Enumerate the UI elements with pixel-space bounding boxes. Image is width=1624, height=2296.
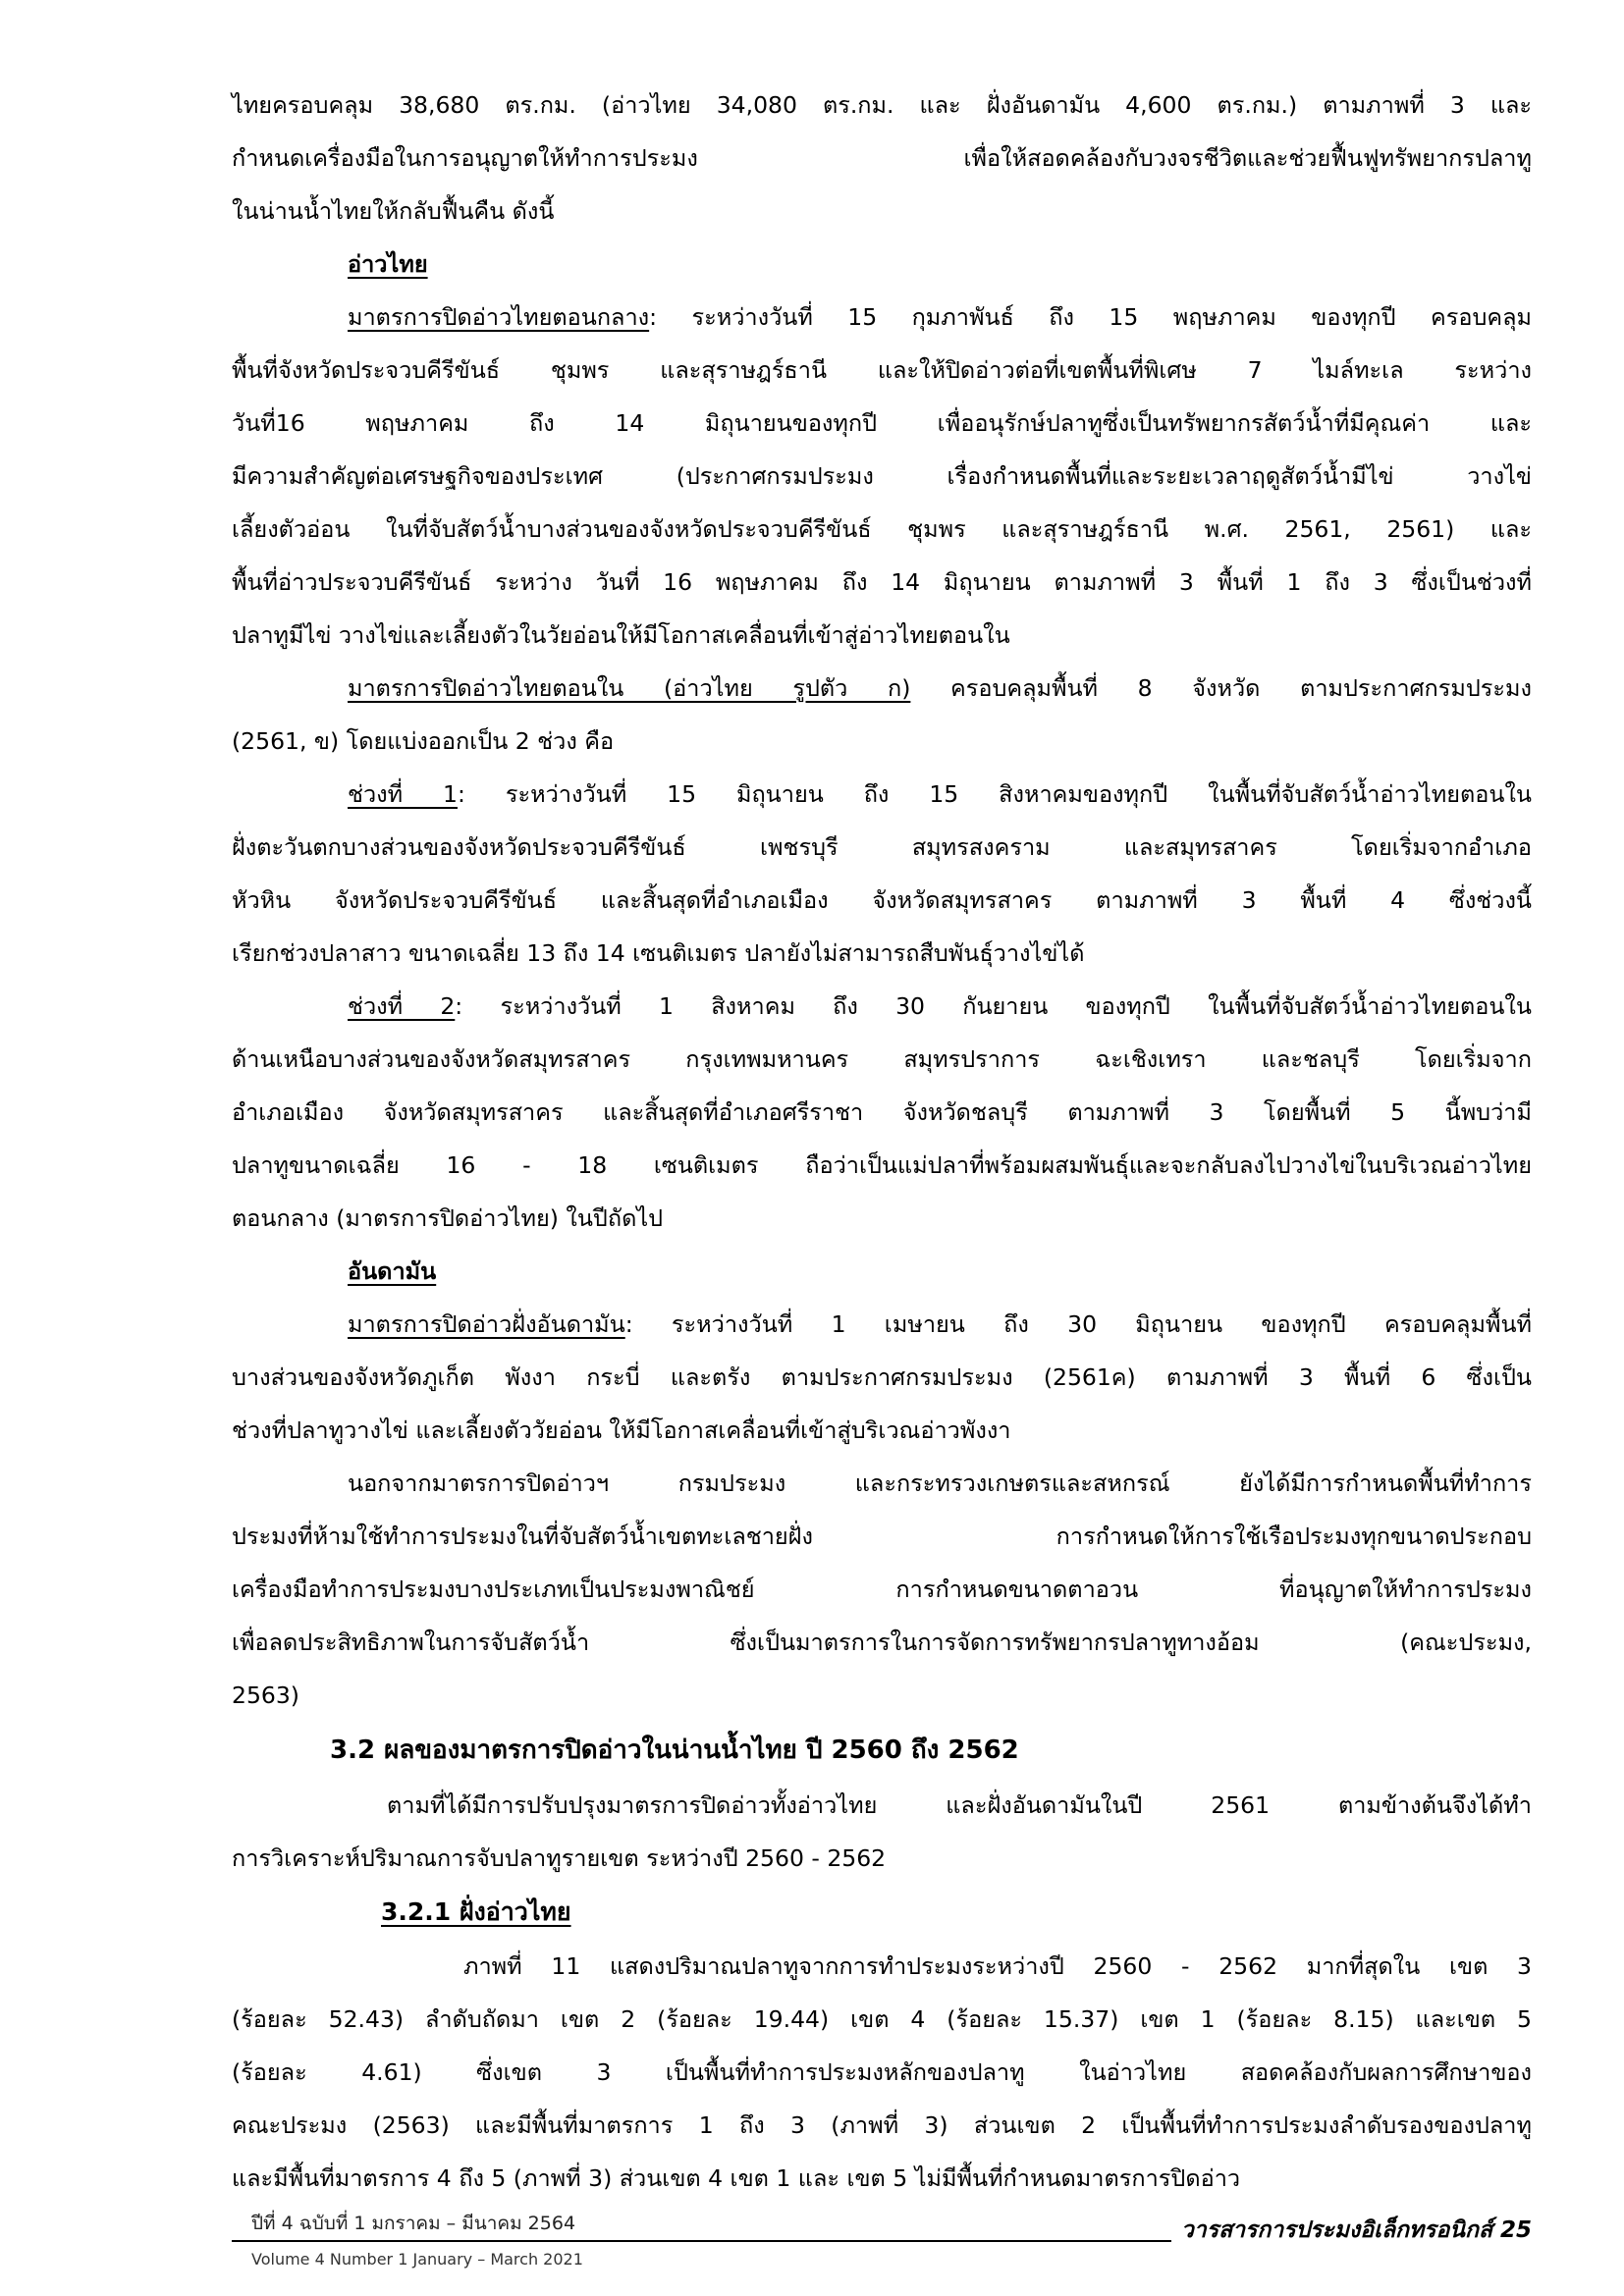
section-3-2-1-paragraph (232, 1940, 1532, 2205)
text-line: มาตรการปิดอ่าวไทยตอนกลาง: ระหว่างวันที่ 15 กุมภาพันธ์ ถึง 15 พฤษภาคม ของทุกปี ครอบคลุม (348, 303, 1532, 331)
text-line: และมีพื้นที่มาตรการ 4 ถึง 5 (ภาพที่ 3) ส่วนเขต 4 เขต 1 และ เขต 5 ไม่มีพื้นที่กำหนดมาตรการปิดอ่าว (232, 2164, 1241, 2192)
text-line: ช่วงที่ปลาทูวางไข่ และเลี้ยงตัววัยอ่อน ให้มีโอกาสเคลื่อนที่เข้าสู่บริเวณอ่าวพังงา (232, 1416, 1011, 1444)
text-line: ตามที่ได้มีการปรับปรุงมาตรการปิดอ่าวทั้งอ่าวไทย และฝั่งอันดามันในปี 2561 ตามข้างต้นจึงได้ทำ (387, 1791, 1532, 1819)
footer-issue-english: Volume 4 Number 1 January – March 2021 (251, 2250, 583, 2269)
page-footer (232, 2209, 1532, 2287)
text-line: หัวหิน จังหวัดประจวบคีรีขันธ์ และสิ้นสุดที่อำเภอเมือง จังหวัดสมุทรสาคร ตามภาพที่ 3 พื้นที่ 4 ซึ่งช่วงนี้ (232, 886, 1532, 914)
text-line: บางส่วนของจังหวัดภูเก็ต พังงา กระบี่ และตรัง ตามประกาศกรมประมง (2561ค) ตามภาพที่ 3 พื้นที่ 6 ซึ่งเป็น (232, 1363, 1532, 1391)
text-line: มีความสำคัญต่อเศรษฐกิจของประเทศ (ประกาศกรมประมง เรื่องกำหนดพื้นที่และระยะเวลาฤดูสัตว์น้ำมีไข่ วางไข่ (232, 462, 1532, 490)
text-line: ภาพที่ 11 แสดงปริมาณปลาทูจากการทำประมงระหว่างปี 2560 - 2562 มากที่สุดใน เขต 3 (463, 1952, 1532, 1980)
measure-label: มาตรการปิดอ่าวไทยตอนกลาง (348, 303, 650, 331)
text-line: 2563) (232, 1682, 299, 1709)
text-line: ด้านเหนือบางส่วนของจังหวัดสมุทรสาคร กรุงเทพมหานคร สมุทรปราการ ฉะเชิงเทรา และชลบุรี โดยเริ่มจาก (232, 1045, 1532, 1073)
text-line: อำเภอเมือง จังหวัดสมุทรสาคร และสิ้นสุดที่อำเภอศรีราชา จังหวัดชลบุรี ตามภาพที่ 3 โดยพื้นที่ 5 นี้พบว่ามี (232, 1098, 1532, 1126)
section-3-2-1-heading: 3.2.1 ฝั่งอ่าวไทย (381, 1897, 571, 1926)
text-line: กำหนดเครื่องมือในการอนุญาตให้ทำการประมง เพื่อให้สอดคล้องกับวงจรชีวิตและช่วยฟื้นฟูทรัพยากรปลาทู (232, 144, 1532, 172)
andaman-paragraph (232, 1298, 1532, 1457)
text-line: เรียกช่วงปลาสาว ขนาดเฉลี่ย 13 ถึง 14 เซนติเมตร ปลายังไม่สามารถสืบพันธุ์วางไข่ได้ (232, 939, 1085, 967)
section-3-2-heading: 3.2 ผลของมาตรการปิดอ่าวในน่านน้ำไทย ปี 2560 ถึง 2562 (330, 1735, 1019, 1765)
text-line: เลี้ยงตัวอ่อน ในที่จับสัตว์น้ำบางส่วนของจังหวัดประจวบคีรีขันธ์ ชุมพร และสุราษฎร์ธานี พ.ศ. 2561, 2561) และ (232, 515, 1532, 543)
inner-gulf-paragraph (232, 662, 1532, 768)
period-1-paragraph (232, 768, 1532, 980)
text-line: คณะประมง (2563) และมีพื้นที่มาตรการ 1 ถึง 3 (ภาพที่ 3) ส่วนเขต 2 เป็นพื้นที่ทำการประมงลำดับรองของปลาทู (232, 2111, 1532, 2139)
central-gulf-paragraph (232, 291, 1532, 662)
heading-andaman: อันดามัน (348, 1257, 437, 1285)
text-line: เครื่องมือทำการประมงบางประเภทเป็นประมงพาณิชย์ การกำหนดขนาดตาอวน ที่อนุญาตให้ทำการประมง (232, 1575, 1532, 1603)
footer-issue-thai: ปีที่ 4 ฉบับที่ 1 มกราคม – มีนาคม 2564 (251, 2213, 576, 2234)
measure-label: มาตรการปิดอ่าวฝั่งอันดามัน (348, 1310, 625, 1338)
footer-journal-page: วารสารการประมงอิเล็กทรอนิกส์ 25 (1171, 2213, 1532, 2248)
period-2-paragraph (232, 980, 1532, 1245)
text-line: การวิเคราะห์ปริมาณการจับปลาทูรายเขต ระหว่างปี 2560 - 2562 (232, 1844, 887, 1872)
text-line: นอกจากมาตรการปิดอ่าวฯ กรมประมง และกระทรวงเกษตรและสหกรณ์ ยังได้มีการกำหนดพื้นที่ทำการ (348, 1469, 1532, 1497)
measure-label: มาตรการปิดอ่าวไทยตอนใน (อ่าวไทย รูปตัว ก) (348, 674, 911, 702)
text-line: วันที่16 พฤษภาคม ถึง 14 มิถุนายนของทุกปี เพื่ออนุรักษ์ปลาทูซึ่งเป็นทรัพยากรสัตว์น้ำที่มีคุณค่า และ (232, 409, 1532, 437)
text-line: ปลาทูมีไข่ วางไข่และเลี้ยงตัวในวัยอ่อนให้มีโอกาสเคลื่อนที่เข้าสู่อ่าวไทยตอนใน (232, 621, 1010, 649)
text-line: พื้นที่อ่าวประจวบคีรีขันธ์ ระหว่าง วันที่ 16 พฤษภาคม ถึง 14 มิถุนายน ตามภาพที่ 3 พื้นที่ 1 ถึง 3 ซึ่งเป็นช่วงที่ (232, 568, 1532, 596)
text-line: มาตรการปิดอ่าวฝั่งอันดามัน: ระหว่างวันที่ 1 เมษายน ถึง 30 มิถุนายน ของทุกปี ครอบคลุมพื้นที่ (348, 1310, 1532, 1338)
text-line: มาตรการปิดอ่าวไทยตอนใน (อ่าวไทย รูปตัว ก) ครอบคลุมพื้นที่ 8 จังหวัด ตามประกาศกรมประมง (348, 674, 1532, 702)
text-line: (ร้อยละ 4.61) ซึ่งเขต 3 เป็นพื้นที่ทำการประมงหลักของปลาทู ในอ่าวไทย สอดคล้องกับผลการศึกษาของ (232, 2058, 1532, 2086)
text-line: ปลาทูขนาดเฉลี่ย 16 - 18 เซนติเมตร ถือว่าเป็นแม่ปลาที่พร้อมผสมพันธุ์และจะกลับลงไปวางไข่ในบริเวณอ่าวไทย (232, 1151, 1532, 1179)
text-line: (ร้อยละ 52.43) ลำดับถัดมา เขต 2 (ร้อยละ 19.44) เขต 4 (ร้อยละ 15.37) เขต 1 (ร้อยละ 8.15) และเขต 5 (232, 2005, 1532, 2033)
document-body (232, 79, 1532, 2205)
text-line: ช่วงที่ 1: ระหว่างวันที่ 15 มิถุนายน ถึง 15 สิงหาคมของทุกปี ในพื้นที่จับสัตว์น้ำอ่าวไทยตอนใน (348, 780, 1532, 808)
text-line: พื้นที่จังหวัดประจวบคีรีขันธ์ ชุมพร และสุราษฎร์ธานี และให้ปิดอ่าวต่อที่เขตพื้นที่พิเศษ 7 ไมล์ทะเล ระหว่าง (232, 356, 1532, 384)
text-line: ในน่านน้ำไทยให้กลับฟื้นคืน ดังนี้ (232, 197, 555, 225)
text-line: (2561, ข) โดยแบ่งออกเป็น 2 ช่วง คือ (232, 727, 615, 755)
other-measures-paragraph (232, 1457, 1532, 1722)
text-line: ประมงที่ห้ามใช้ทำการประมงในที่จับสัตว์น้ำเขตทะเลชายฝั่ง การกำหนดให้การใช้เรือประมงทุกขนาดประกอบ (232, 1522, 1532, 1550)
text-line: ไทยครอบคลุม 38,680 ตร.กม. (อ่าวไทย 34,080 ตร.กม. และ ฝั่งอันดามัน 4,600 ตร.กม.) ตามภาพที่ 3 และ (232, 91, 1532, 119)
text-line: เพื่อลดประสิทธิภาพในการจับสัตว์น้ำ ซึ่งเป็นมาตรการในการจัดการทรัพยากรปลาทูทางอ้อม (คณะประมง, (232, 1629, 1532, 1656)
section-3-2-paragraph (232, 1779, 1532, 1885)
text-line: ช่วงที่ 2: ระหว่างวันที่ 1 สิงหาคม ถึง 30 กันยายน ของทุกปี ในพื้นที่จับสัตว์น้ำอ่าวไทยตอนใน (348, 992, 1532, 1020)
text-line: ฝั่งตะวันตกบางส่วนของจังหวัดประจวบคีรีขันธ์ เพชรบุรี สมุทรสงคราม และสมุทรสาคร โดยเริ่มจากอำเภอ (232, 833, 1532, 861)
period-label: ช่วงที่ 1 (348, 780, 458, 808)
heading-gulf-of-thailand: อ่าวไทย (348, 250, 428, 278)
intro-paragraph (232, 79, 1532, 238)
text-line: ตอนกลาง (มาตรการปิดอ่าวไทย) ในปีถัดไป (232, 1204, 664, 1232)
period-label: ช่วงที่ 2 (348, 992, 456, 1020)
